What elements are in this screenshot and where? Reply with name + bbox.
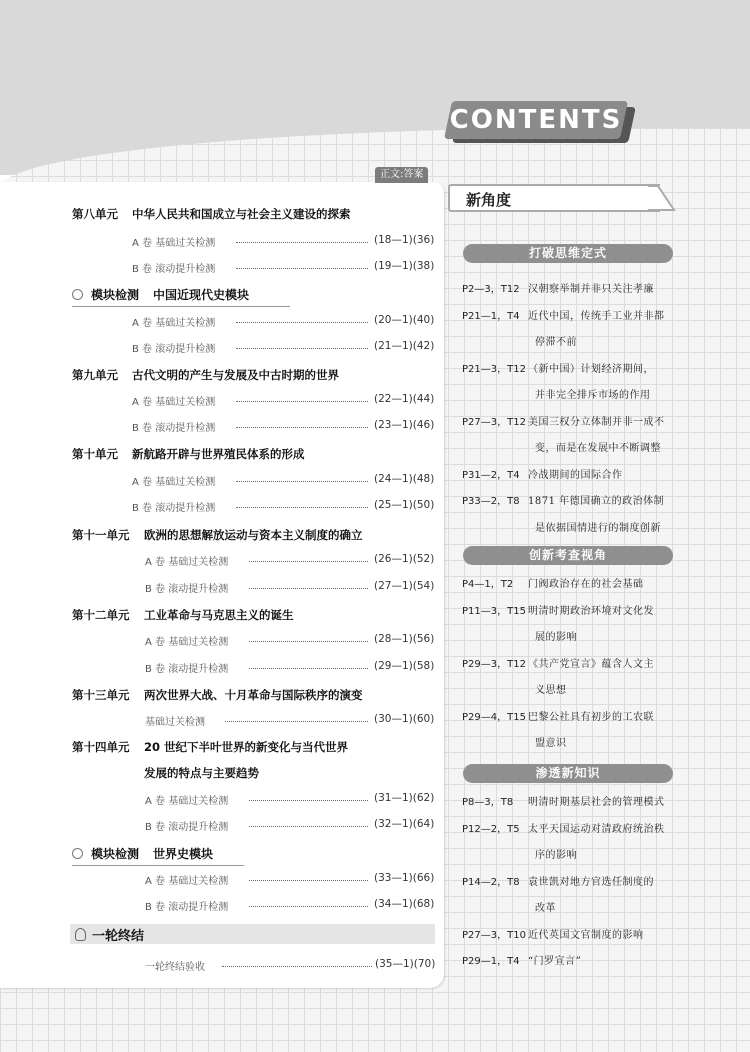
dot-leader (236, 401, 368, 402)
sidebar-ref[interactable]: P21—1，T4 (462, 310, 520, 322)
unit-heading[interactable] (72, 446, 305, 462)
unit-heading[interactable] (72, 367, 339, 383)
final-section-bar (70, 924, 435, 944)
sidebar-desc: 1871 年德国确立的政治体制 (528, 496, 665, 507)
unit-title: 20 世纪下半叶世界的新变化与当代世界 (144, 740, 349, 754)
unit-title-continued: 发展的特点与主要趋势 (144, 766, 259, 780)
dot-leader (249, 906, 368, 907)
dot-leader (249, 561, 368, 562)
sidebar-desc: 明清时期政治环境对文化发 (528, 605, 654, 617)
sidebar-desc: 盟意识 (535, 738, 567, 749)
sidebar-desc: 汉朝察举制并非只关注孝廉 (528, 284, 654, 295)
toc-entry[interactable]: A 卷 基础过关检测 (145, 557, 229, 568)
module-heading[interactable] (72, 845, 213, 862)
sidebar-desc: 序的影响 (535, 850, 577, 861)
sidebar-ref[interactable]: P29—3，T12 (462, 658, 526, 670)
toc-entry[interactable]: 基础过关检测 (145, 717, 205, 728)
unit-label: 第十四单元 (72, 740, 130, 754)
sidebar-desc: 并非完全排斥市场的作用 (535, 390, 651, 401)
sidebar-desc: 展的影响 (535, 632, 577, 643)
module-title: 世界史模块 (153, 847, 214, 861)
unit-heading[interactable] (72, 607, 294, 623)
toc-entry-pages: (29—1)(58) (374, 660, 435, 672)
sidebar-ref[interactable]: P27—3，T12 (462, 416, 526, 428)
final-item-pages: (35—1)(70) (375, 958, 436, 970)
sidebar-desc: （新中国）计划经济期间， (528, 363, 654, 375)
sidebar-desc: 近代中国，传统手工业并非都 (528, 310, 665, 322)
sidebar-ref[interactable]: P12—2，T5 (462, 823, 520, 835)
dot-leader (249, 668, 368, 669)
unit-label: 第十一单元 (72, 528, 130, 542)
toc-entry-pages: (18—1)(36) (374, 234, 435, 246)
sidebar-section-header: 打破思维定式 (463, 244, 673, 263)
toc-entry-pages: (27—1)(54) (374, 580, 435, 592)
contents-title: CONTENTS (449, 105, 623, 135)
toc-entry-pages: (25—1)(50) (374, 499, 435, 511)
dot-leader (222, 966, 372, 967)
sidebar-ref[interactable]: P29—4，T15 (462, 711, 526, 723)
dot-leader (236, 348, 368, 349)
toc-entry[interactable]: A 卷 基础过关检测 (145, 876, 229, 887)
toc-entry[interactable]: A 卷 基础过关检测 (145, 796, 229, 807)
sidebar-ref[interactable]: P2—3，T12 (462, 284, 520, 295)
contents-badge (444, 101, 628, 139)
final-item-label: 一轮终结验收 (145, 962, 205, 973)
sidebar-ref[interactable]: P14—2，T8 (462, 876, 520, 888)
sidebar-desc: 美国三权分立体制并非一成不 (528, 416, 665, 428)
sidebar-desc: 变，而是在发展中不断调整 (535, 443, 661, 454)
toc-entry[interactable]: B 卷 滚动提升检测 (145, 584, 229, 595)
toc-entry[interactable]: A 卷 基础过关检测 (145, 637, 229, 648)
corner-tag: 正文:答案 (375, 167, 428, 183)
module-heading[interactable] (72, 286, 249, 303)
module-title: 中国近现代史模块 (153, 288, 250, 302)
dot-leader (236, 427, 368, 428)
dot-leader (236, 507, 368, 508)
unit-heading[interactable] (72, 206, 351, 222)
dot-leader (236, 322, 368, 323)
dot-leader (225, 721, 368, 722)
sidebar-desc: 门阀政治存在的社会基础 (528, 579, 644, 590)
unit-title: 新航路开辟与世界殖民体系的形成 (132, 447, 305, 461)
sidebar-ref[interactable]: P27—3，T10 (462, 929, 526, 941)
dot-leader (236, 481, 368, 482)
toc-entry[interactable]: B 卷 滚动提升检测 (132, 264, 216, 275)
dot-leader (236, 268, 368, 269)
toc-entry-pages: (32—1)(64) (374, 818, 435, 830)
sidebar-title-box (448, 184, 660, 212)
sidebar-desc: 袁世凯对地方官选任制度的 (528, 876, 654, 888)
toc-entry-pages: (24—1)(48) (374, 473, 435, 485)
folded-corner-icon (648, 184, 676, 212)
sidebar-ref[interactable]: P31—2，T4 (462, 469, 520, 481)
module-label: 模块检测 (91, 847, 140, 861)
lamp-icon (75, 928, 86, 941)
sidebar-desc: 停滞不前 (535, 337, 577, 348)
sidebar-ref[interactable]: P29—1，T4 (462, 956, 520, 967)
sidebar-desc: 义思想 (535, 685, 567, 696)
unit-title: 两次世界大战、十月革命与国际秩序的演变 (144, 688, 363, 702)
magnifier-icon (72, 289, 83, 300)
unit-label: 第十单元 (72, 447, 118, 461)
toc-entry-pages: (26—1)(52) (374, 553, 435, 565)
sidebar-ref[interactable]: P33—2，T8 (462, 496, 520, 507)
toc-entry[interactable]: B 卷 滚动提升检测 (145, 902, 229, 913)
toc-entry[interactable]: A 卷 基础过关检测 (132, 238, 216, 249)
sidebar-desc: 冷战期间的国际合作 (528, 469, 623, 481)
toc-entry-pages: (20—1)(40) (374, 314, 435, 326)
sidebar-desc: 改革 (535, 903, 556, 914)
toc-entry[interactable]: B 卷 滚动提升检测 (132, 503, 216, 514)
unit-title: 古代文明的产生与发展及中古时期的世界 (132, 368, 339, 382)
sidebar-desc: 明清时期基层社会的管理模式 (528, 797, 665, 808)
toc-entry-pages: (28—1)(56) (374, 633, 435, 645)
toc-entry[interactable]: A 卷 基础过关检测 (132, 397, 216, 408)
toc-entry[interactable]: B 卷 滚动提升检测 (145, 664, 229, 675)
final-item[interactable] (145, 958, 205, 973)
unit-label: 第八单元 (72, 207, 118, 221)
toc-entry-pages: (30—1)(60) (374, 713, 435, 725)
toc-entry[interactable]: A 卷 基础过关检测 (132, 477, 216, 488)
sidebar-desc: 太平天国运动对清政府统治秩 (528, 823, 665, 835)
sidebar-section-header: 创新考查视角 (463, 546, 673, 565)
unit-heading[interactable] (72, 739, 348, 755)
sidebar-ref[interactable]: P4—1，T2 (462, 579, 514, 590)
toc-entry-pages: (22—1)(44) (374, 393, 435, 405)
sidebar-desc: “门罗宣言” (528, 956, 582, 967)
toc-entry-pages: (19—1)(38) (374, 260, 435, 272)
unit-title: 中华人民共和国成立与社会主义建设的探索 (132, 207, 351, 221)
sidebar-title: 新角度 (466, 191, 512, 209)
toc-entry-pages: (31—1)(62) (374, 792, 435, 804)
toc-entry-pages: (23—1)(46) (374, 419, 435, 431)
dot-leader (249, 800, 368, 801)
module-underline (72, 306, 290, 307)
sidebar-section-header: 渗透新知识 (463, 764, 673, 783)
unit-title: 欧洲的思想解放运动与资本主义制度的确立 (144, 528, 363, 542)
unit-title: 工业革命与马克思主义的诞生 (144, 608, 294, 622)
dot-leader (249, 826, 368, 827)
sidebar-desc: 《共产党宣言》蕴含人文主 (528, 658, 654, 670)
sidebar-desc: 近代英国文官制度的影响 (528, 929, 644, 941)
toc-entry[interactable]: A 卷 基础过关检测 (132, 318, 216, 329)
final-section-title: 一轮终结 (92, 929, 145, 944)
module-label: 模块检测 (91, 288, 140, 302)
magnifier-icon (72, 848, 83, 859)
dot-leader (249, 641, 368, 642)
unit-heading[interactable] (72, 527, 363, 543)
sidebar-ref[interactable]: P8—3，T8 (462, 797, 514, 808)
sidebar-desc: 是依据国情进行的制度创新 (535, 522, 661, 534)
sidebar-desc: 巴黎公社具有初步的工农联 (528, 711, 654, 723)
dot-leader (236, 242, 368, 243)
unit-heading[interactable] (72, 687, 363, 703)
unit-label: 第九单元 (72, 368, 118, 382)
unit-label: 第十三单元 (72, 688, 130, 702)
toc-entry[interactable]: B 卷 滚动提升检测 (145, 822, 229, 833)
toc-entry-pages: (34—1)(68) (374, 898, 435, 910)
dot-leader (249, 880, 368, 881)
toc-entry[interactable]: B 卷 滚动提升检测 (132, 344, 216, 355)
sidebar-ref[interactable]: P21—3，T12 (462, 363, 526, 375)
toc-entry-pages: (21—1)(42) (374, 340, 435, 352)
dot-leader (249, 588, 368, 589)
module-underline (72, 865, 244, 866)
sidebar-ref[interactable]: P11—3，T15 (462, 605, 526, 617)
unit-label: 第十二单元 (72, 608, 130, 622)
toc-entry[interactable]: B 卷 滚动提升检测 (132, 423, 216, 434)
toc-entry-pages: (33—1)(66) (374, 872, 435, 884)
